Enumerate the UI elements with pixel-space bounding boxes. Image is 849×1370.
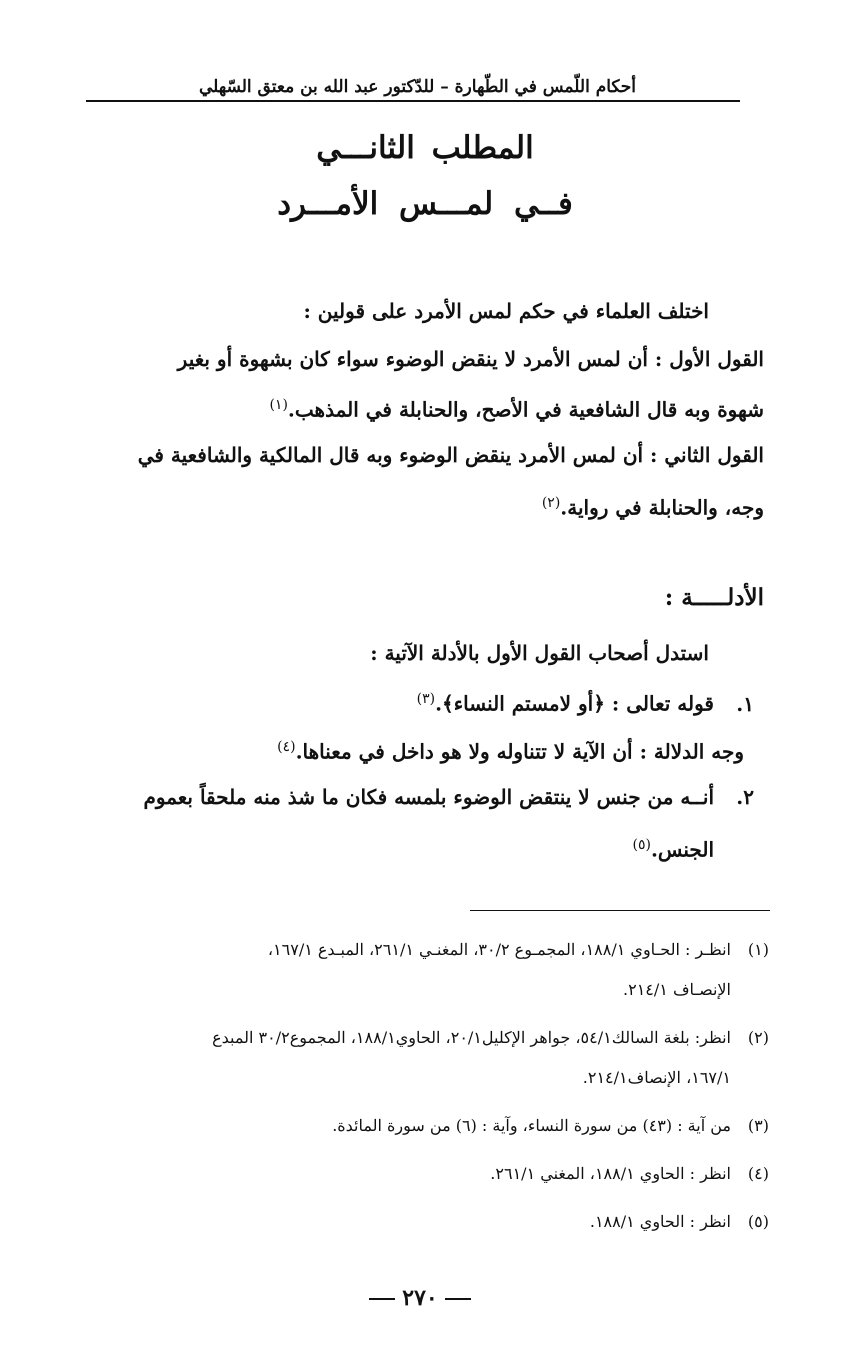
footnote-ref-4[interactable]: (٤) (277, 739, 296, 755)
footnote-number: (٣) (747, 1116, 769, 1135)
evidence-item-2-text: أنــه من جنس لا ينتقض الوضوء بلمسه فكان ما شذ منه ملحقاً بعموم (143, 785, 714, 809)
footnote-5 (69, 1202, 769, 1242)
page-number (330, 1285, 510, 1311)
second-opinion-text: وجه، والحنابلة في رواية. (560, 495, 764, 520)
evidence-item-1-note-text: وجه الدلالة : أن الآية لا تتناوله ولا هو داخل في معناها. (295, 739, 744, 764)
page-number-value: ٢٧٠ (402, 1285, 438, 1311)
footnotes (69, 930, 769, 1250)
evidence-item-2-text-end: الجنس. (650, 837, 714, 862)
footnote-number: (١) (747, 940, 769, 959)
evidence-item-1 (64, 674, 754, 729)
evidence-item-1-note (94, 722, 744, 777)
footnote-ref-2[interactable]: (٢) (541, 495, 561, 511)
footnote-text: انظر : الحاوي ١٨٨/١، المغني ٢٦١/١. (490, 1164, 731, 1183)
footnote-ref-3[interactable]: (٣) (416, 691, 436, 707)
first-opinion-text: شهوة وبه قال الشافعية في الأصح، والحنابلة في المذهب. (287, 397, 764, 422)
footnote-3 (69, 1106, 769, 1146)
running-header: أحكام اللّمس في الطّهارة – للدّكتور عبد الله بن معتق السّهلي (198, 77, 637, 97)
evidence-heading: الأدلـــــة : (664, 584, 764, 611)
evidence-intro: استدل أصحاب القول الأول بالأدلة الآتية : (370, 641, 709, 665)
footnote-ref-5[interactable]: (٥) (632, 837, 651, 853)
footnote-text: انظـر : الحـاوي ١٨٨/١، المجمـوع ٣٠/٢، المغنـي ٢٦١/١، المبـدع ١٦٧/١، (267, 940, 731, 959)
evidence-item-1-text: قوله تعالى : ﴿أو لامستم النساء﴾. (435, 691, 714, 716)
second-opinion-line2 (64, 478, 764, 533)
footnote-1 (69, 930, 769, 1010)
footnote-4 (69, 1154, 769, 1194)
footnote-ref-1[interactable]: (١) (269, 397, 288, 413)
footnote-separator (470, 910, 770, 911)
footnote-text: انظر : الحاوي ١٨٨/١. (589, 1212, 731, 1231)
page-number-dash-left (445, 1298, 471, 1300)
intro-paragraph: اختلف العلماء في حكم لمس الأمرد على قولين : (303, 299, 709, 323)
list-number-2: ٢. (736, 785, 754, 809)
footnote-number: (٤) (747, 1164, 769, 1183)
first-opinion-line2 (64, 380, 764, 435)
footnote-2 (69, 1018, 769, 1098)
evidence-item-2-line1 (54, 772, 754, 822)
header-rule (86, 100, 740, 102)
section-subtitle: فــي لمـــس الأمـــرد (277, 186, 573, 222)
first-opinion-line1: القول الأول : أن لمس الأمرد لا ينقض الوضوء سواء كان بشهوة أو بغير (177, 347, 764, 371)
section-title: المطلب الثانـــي (316, 130, 534, 166)
evidence-item-2-line2 (14, 820, 714, 875)
list-number-1: ١. (736, 691, 754, 716)
footnote-text: انظر: بلغة السالك٥٤/١، جواهر الإكليل٢٠/١، الحاوي١٨٨/١، المجموع٣٠/٢ المبدع (212, 1028, 731, 1047)
footnote-number: (٥) (747, 1212, 769, 1231)
footnote-text: من آية : (٤٣) من سورة النساء، وآية : (٦) من سورة المائدة. (332, 1116, 731, 1135)
footnote-text-continued: الإنصـاف ٢١٤/١. (623, 980, 731, 999)
footnote-text-continued: ١٦٧/١، الإنصاف٢١٤/١. (582, 1068, 731, 1087)
footnote-number: (٢) (747, 1028, 769, 1047)
second-opinion-line1: القول الثاني : أن لمس الأمرد ينقض الوضوء وبه قال المالكية والشافعية في (137, 443, 764, 467)
page-number-dash-right (369, 1298, 395, 1300)
